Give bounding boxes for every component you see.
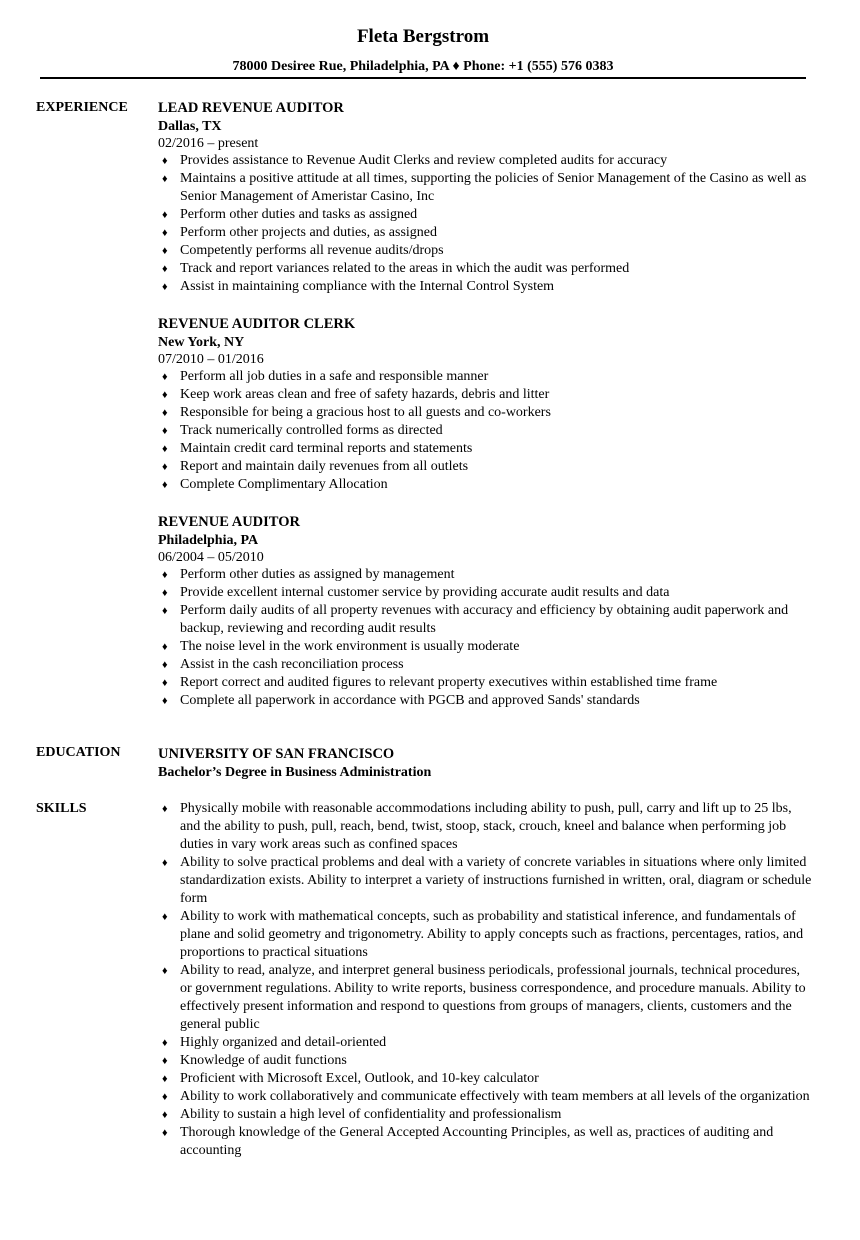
bullet-diamond-icon: ♦ — [162, 407, 168, 419]
bullet-text: Ability to sustain a high level of confidentiality and professionalism — [180, 1107, 562, 1122]
job-duties-list — [158, 152, 814, 296]
bullet-diamond-icon: ♦ — [162, 1037, 168, 1049]
bullet-text: Thorough knowledge of the General Accepted Accounting Principles, as well as, practices of auditing and accounting — [180, 1125, 774, 1158]
bullet-text: Knowledge of audit functions — [180, 1053, 347, 1068]
job-entry — [158, 513, 814, 710]
list-item — [158, 386, 814, 404]
bullet-diamond-icon: ♦ — [162, 173, 168, 185]
list-item — [158, 278, 814, 296]
bullet-diamond-icon: ♦ — [162, 1091, 168, 1103]
bullet-diamond-icon: ♦ — [162, 209, 168, 221]
list-item — [158, 404, 814, 422]
job-dates: 02/2016 – present — [158, 136, 259, 151]
bullet-text: Keep work areas clean and free of safety hazards, debris and litter — [180, 387, 550, 402]
bullet-text: Complete all paperwork in accordance with PGCB and approved Sands' standards — [180, 693, 640, 708]
bullet-text: Perform all job duties in a safe and responsible manner — [180, 369, 489, 384]
bullet-diamond-icon: ♦ — [162, 1109, 168, 1121]
bullet-text: Maintains a positive attitude at all times, supporting the policies of Senior Management of the Casino as well as Senior Management of Ameristar Casino, Inc — [180, 171, 807, 204]
job-location: New York, NY — [158, 335, 245, 350]
list-item — [158, 242, 814, 260]
skills-list — [158, 800, 814, 1160]
job-title: REVENUE AUDITOR — [158, 514, 300, 530]
list-item — [158, 1088, 814, 1106]
list-item — [158, 854, 814, 908]
bullet-text: Perform other projects and duties, as assigned — [180, 225, 437, 240]
bullet-text: Perform other duties as assigned by management — [180, 567, 455, 582]
job-dates: 07/2010 – 01/2016 — [158, 352, 264, 367]
list-item — [158, 584, 814, 602]
bullet-diamond-icon: ♦ — [162, 803, 168, 815]
bullet-diamond-icon: ♦ — [162, 677, 168, 689]
bullet-text: Ability to work collaboratively and communicate effectively with team members at all levels of the organization — [180, 1089, 810, 1104]
bullet-diamond-icon: ♦ — [162, 911, 168, 923]
job-entry — [158, 315, 814, 494]
bullet-text: Perform other duties and tasks as assigned — [180, 207, 418, 222]
list-item — [158, 458, 814, 476]
experience-heading: EXPERIENCE — [36, 100, 128, 115]
bullet-text: Competently performs all revenue audits/drops — [180, 243, 444, 258]
bullet-diamond-icon: ♦ — [162, 389, 168, 401]
education-body — [158, 744, 814, 782]
bullet-diamond-icon: ♦ — [162, 857, 168, 869]
list-item — [158, 1106, 814, 1124]
skills-body — [158, 800, 814, 1160]
job-duties-list — [158, 566, 814, 710]
bullet-text: Highly organized and detail-oriented — [180, 1035, 387, 1050]
bullet-diamond-icon: ♦ — [162, 443, 168, 455]
bullet-diamond-icon: ♦ — [162, 155, 168, 167]
bullet-diamond-icon: ♦ — [162, 659, 168, 671]
bullet-diamond-icon: ♦ — [162, 965, 168, 977]
bullet-text: Provides assistance to Revenue Audit Clerks and review completed audits for accuracy — [180, 153, 668, 168]
bullet-diamond-icon: ♦ — [162, 1055, 168, 1067]
bullet-text: The noise level in the work environment is usually moderate — [180, 639, 520, 654]
experience-jobs — [158, 99, 814, 729]
job-location: Philadelphia, PA — [158, 533, 259, 548]
bullet-diamond-icon: ♦ — [162, 425, 168, 437]
list-item — [158, 1124, 814, 1160]
bullet-text: Track numerically controlled forms as directed — [180, 423, 443, 438]
job-dates: 06/2004 – 05/2010 — [158, 550, 264, 565]
list-item — [158, 152, 814, 170]
list-item — [158, 224, 814, 242]
bullet-diamond-icon: ♦ — [162, 605, 168, 617]
bullet-diamond-icon: ♦ — [162, 245, 168, 257]
bullet-text: Responsible for being a gracious host to all guests and co-workers — [180, 405, 551, 420]
bullet-diamond-icon: ♦ — [162, 569, 168, 581]
bullet-text: Maintain credit card terminal reports and statements — [180, 441, 473, 456]
bullet-text: Physically mobile with reasonable accommodations including ability to push, pull, carry and lift up to 25 lbs, and the ability to push, pull, reach, bend, twist, stoop, stack, crouch, kneel and balance when performing job duties in vary work areas such as confined spaces — [180, 801, 792, 852]
skills-heading: SKILLS — [36, 801, 87, 816]
bullet-diamond-icon: ♦ — [162, 227, 168, 239]
bullet-diamond-icon: ♦ — [162, 641, 168, 653]
list-item — [158, 566, 814, 584]
list-item — [158, 962, 814, 1034]
bullet-text: Ability to read, analyze, and interpret general business periodicals, professional journals, technical procedures, or government regulations. Ability to write reports, business correspondence, and procedure manuals. Ability to effectively present information and respond to questions from groups of managers, clients, customers and the general public — [180, 963, 806, 1032]
list-item — [158, 692, 814, 710]
list-item — [158, 1052, 814, 1070]
bullet-text: Assist in the cash reconciliation process — [180, 657, 404, 672]
job-location: Dallas, TX — [158, 119, 222, 134]
list-item — [158, 440, 814, 458]
bullet-diamond-icon: ♦ — [162, 479, 168, 491]
list-item — [158, 206, 814, 224]
list-item — [158, 638, 814, 656]
resume-name: Fleta Bergstrom — [356, 26, 490, 47]
bullet-diamond-icon: ♦ — [162, 1127, 168, 1139]
job-title: LEAD REVENUE AUDITOR — [158, 100, 344, 116]
education-school: UNIVERSITY OF SAN FRANCISCO — [158, 746, 395, 762]
bullet-text: Provide excellent internal customer service by providing accurate audit results and data — [180, 585, 670, 600]
job-title: REVENUE AUDITOR CLERK — [158, 316, 356, 332]
contact-line: 78000 Desiree Rue, Philadelphia, PA ♦ Phone: +1 (555) 576 0383 — [232, 59, 614, 74]
list-item — [158, 602, 814, 638]
bullet-text: Report correct and audited figures to relevant property executives within established time frame — [180, 675, 718, 690]
bullet-text: Ability to work with mathematical concepts, such as probability and statistical inference, and fundamentals of plane and solid geometry and trigonometry. Ability to apply concepts such as fractions, percentages, ratios, and proportions to practical situations — [180, 909, 804, 960]
bullet-text: Proficient with Microsoft Excel, Outlook, and 10-key calculator — [180, 1071, 539, 1086]
job-entry — [158, 99, 814, 296]
list-item — [158, 908, 814, 962]
list-item — [158, 1034, 814, 1052]
bullet-diamond-icon: ♦ — [162, 371, 168, 383]
bullet-diamond-icon: ♦ — [162, 1073, 168, 1085]
list-item — [158, 170, 814, 206]
bullet-diamond-icon: ♦ — [162, 281, 168, 293]
bullet-text: Track and report variances related to the areas in which the audit was performed — [180, 261, 630, 276]
education-heading: EDUCATION — [36, 745, 121, 760]
list-item — [158, 1070, 814, 1088]
bullet-text: Ability to solve practical problems and deal with a variety of concrete variables in situations where only limited standardization exists. Ability to interpret a variety of instructions furnished in written, oral, diagram or schedule form — [180, 855, 812, 906]
bullet-diamond-icon: ♦ — [162, 695, 168, 707]
bullet-diamond-icon: ♦ — [162, 263, 168, 275]
bullet-text: Assist in maintaining compliance with the Internal Control System — [180, 279, 555, 294]
bullet-text: Perform daily audits of all property revenues with accuracy and efficiency by obtaining audit paperwork and backup, reviewing and recording audit results — [180, 603, 789, 636]
list-item — [158, 674, 814, 692]
bullet-diamond-icon: ♦ — [162, 461, 168, 473]
list-item — [158, 422, 814, 440]
bullet-text: Complete Complimentary Allocation — [180, 477, 388, 492]
bullet-diamond-icon: ♦ — [162, 587, 168, 599]
bullet-text: Report and maintain daily revenues from all outlets — [180, 459, 469, 474]
list-item — [158, 656, 814, 674]
list-item — [158, 260, 814, 278]
header-divider — [40, 77, 806, 79]
list-item — [158, 368, 814, 386]
list-item — [158, 476, 814, 494]
job-duties-list — [158, 368, 814, 494]
education-degree: Bachelor’s Degree in Business Administration — [158, 765, 432, 780]
list-item — [158, 800, 814, 854]
